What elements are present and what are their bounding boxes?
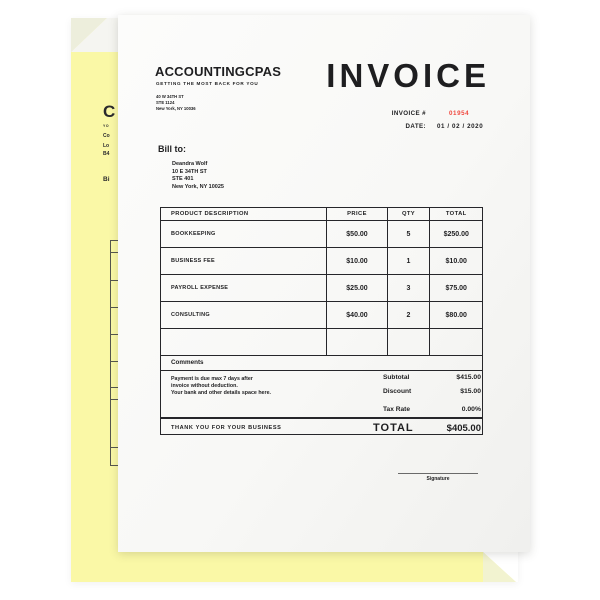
bill-to-city: New York, NY 10025 — [172, 183, 224, 190]
company-address-line: New York, NY 10036 — [156, 106, 196, 112]
col-header-qty: QTY — [388, 208, 430, 220]
invoice-sheet — [118, 15, 530, 552]
table-row — [161, 275, 482, 302]
bill-to-name: Deandra Wolf — [172, 161, 208, 167]
item-qty: 1 — [388, 248, 430, 274]
discount-value: $15.00 — [460, 387, 481, 395]
company-address-line: STE 1124 — [156, 100, 175, 106]
yellow-copy-text-fragment: B4 — [103, 151, 110, 157]
yellow-copy-logo-fragment: C — [103, 102, 116, 121]
col-header-price: PRICE — [327, 208, 388, 220]
item-total: $80.00 — [445, 311, 467, 319]
table-row-empty — [161, 329, 482, 356]
col-header-total: TOTAL — [445, 211, 467, 217]
subtotal-value: $415.00 — [456, 373, 481, 381]
invoice-date-label: DATE: — [405, 123, 426, 130]
yellow-copy-text-fragment: Bi — [103, 176, 110, 183]
item-qty: 5 — [388, 221, 430, 247]
bill-to-address — [172, 161, 224, 191]
payment-terms-line: invoice without deduction. — [171, 382, 238, 389]
discount-label: Discount — [383, 387, 412, 395]
total-value: $405.00 — [446, 422, 481, 434]
yellow-copy-text-fragment: Co — [103, 133, 110, 139]
item-description — [161, 329, 327, 355]
payment-terms-line: Payment is due max 7 days after — [171, 375, 253, 382]
item-total: $250.00 — [443, 230, 469, 238]
subtotal-label: Subtotal — [383, 373, 410, 381]
item-total — [430, 329, 483, 355]
folded-corner-bottom-right — [483, 552, 518, 582]
bill-to-suite: STE 401 — [172, 176, 194, 183]
signature-block — [398, 473, 478, 482]
yellow-copy-text-fragment: YO — [103, 124, 110, 128]
payment-terms-line: Your bank and other details space here. — [171, 389, 271, 396]
item-price — [327, 329, 388, 355]
yellow-copy-text-fragment: Lo — [103, 143, 110, 149]
tax-rate-label: Tax Rate — [383, 405, 410, 413]
invoice-title: INVOICE — [326, 57, 490, 94]
folded-corner-top-left — [71, 18, 118, 52]
company-logo-text: ACCOUNTINGCPAS — [155, 64, 282, 79]
company-address — [156, 94, 196, 113]
thank-you-text: THANK YOU FOR YOUR BUSINESS — [171, 424, 282, 431]
col-header-description: PRODUCT DESCRIPTION — [161, 208, 327, 220]
item-description: BOOKKEEPING — [161, 221, 327, 247]
invoice-number-value: 01954 — [449, 110, 470, 117]
invoice-date-value: 01 / 02 / 2020 — [437, 123, 484, 130]
company-address-line: 40 W 34TH ST — [156, 94, 184, 99]
invoice-number-label: INVOICE # — [391, 110, 426, 117]
item-qty — [388, 329, 430, 355]
item-qty: 3 — [388, 275, 430, 301]
item-description: CONSULTING — [161, 302, 327, 328]
bill-to-label: Bill to: — [158, 144, 186, 154]
comments-label: Comments — [161, 356, 482, 371]
table-row — [161, 302, 482, 329]
grand-total-row — [161, 417, 482, 434]
item-price: $10.00 — [327, 248, 388, 274]
table-row — [161, 221, 482, 248]
table-header-row — [161, 208, 482, 221]
tax-rate-value: 0.00% — [461, 405, 481, 413]
item-total: $75.00 — [445, 284, 467, 292]
signature-label: Signature — [426, 476, 450, 482]
item-price: $50.00 — [327, 221, 388, 247]
payment-terms-text — [171, 376, 271, 397]
company-tagline: GETTING THE MOST BACK FOR YOU — [156, 81, 259, 86]
item-qty: 2 — [388, 302, 430, 328]
comments-and-summary — [161, 371, 482, 417]
item-description: BUSINESS FEE — [161, 248, 327, 274]
item-description: PAYROLL EXPENSE — [161, 275, 327, 301]
item-price: $40.00 — [327, 302, 388, 328]
item-price: $25.00 — [327, 275, 388, 301]
bill-to-street: 10 E 34TH ST — [172, 168, 207, 175]
item-total: $10.00 — [445, 257, 467, 265]
line-items-table — [160, 207, 483, 435]
table-row — [161, 248, 482, 275]
total-label: TOTAL — [373, 421, 414, 434]
